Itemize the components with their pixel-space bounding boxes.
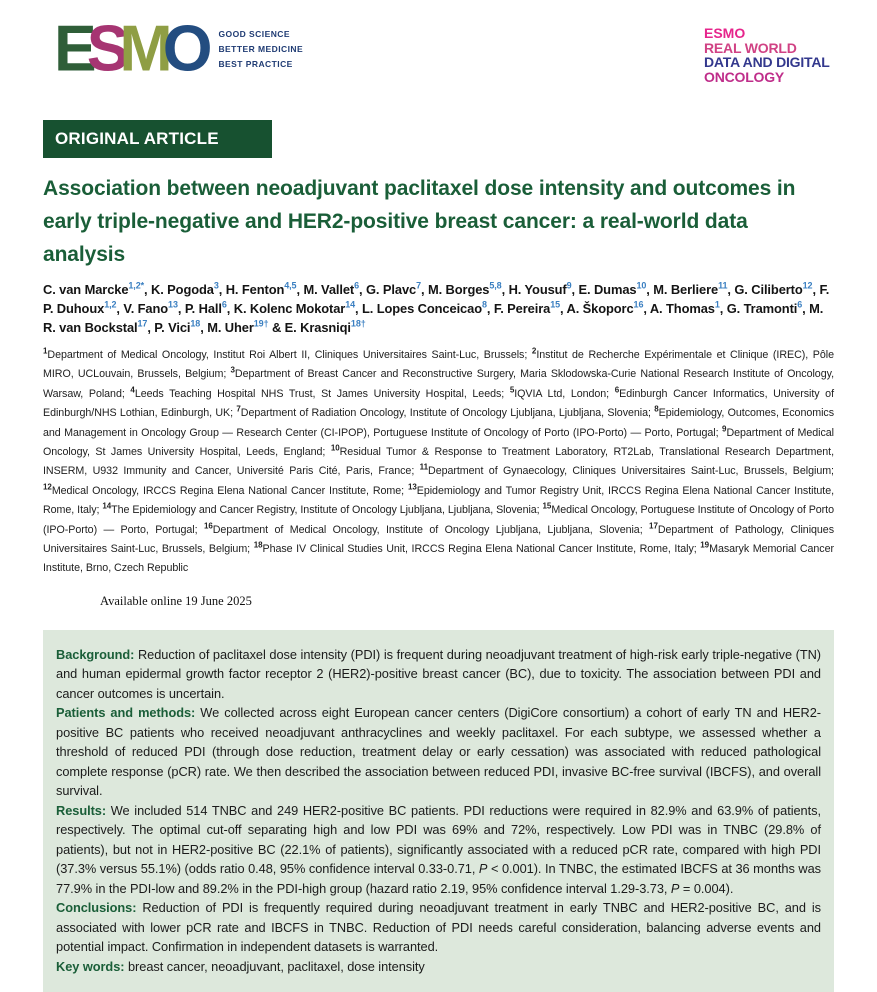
original-article-banner — [43, 120, 272, 158]
author-affiliation-superscript: 16 — [633, 299, 644, 310]
author-name: F. Pereira$^{15}$ — [493, 299, 560, 316]
author-name: M. Borges$^{5,8}$ — [427, 280, 502, 297]
author-name: P. Vici$^{18}$ — [154, 318, 201, 335]
affiliation-number: 17 — [649, 521, 658, 531]
abstract-section-label: Patients and methods: — [56, 705, 196, 721]
author-affiliation-superscript: 6 — [797, 299, 803, 310]
abstract-section — [56, 898, 821, 957]
author-name: G. Tramonti$^6$ — [726, 299, 803, 316]
author-affiliation-superscript: 3 — [213, 280, 219, 291]
journal-brand: ESMO — [704, 25, 746, 41]
affiliation-number: 15 — [542, 501, 552, 511]
journal-title-line: ONCOLOGY — [704, 68, 785, 85]
author-name: M. R. van Bockstal$^{17}$ — [43, 301, 824, 335]
affiliation-number: 9 — [722, 424, 727, 434]
author-name: A. Thomas$^1$ — [649, 299, 720, 316]
author-affiliation-superscript: 10 — [636, 280, 647, 291]
author-affiliation-superscript: 4,5 — [284, 280, 297, 291]
abstract-section-label: Results: — [56, 802, 107, 818]
affiliation-number: 3 — [230, 365, 235, 375]
author-name: F. P. Duhoux$^{1,2}$ — [43, 282, 830, 316]
author-affiliation-superscript: 17 — [137, 318, 148, 329]
author-affiliation-superscript: 19† — [253, 318, 269, 329]
author-name: K. Pogoda$^3$ — [151, 280, 219, 297]
abstract-section — [56, 957, 821, 977]
esmo-logo — [43, 11, 304, 85]
abstract-section-text: breast cancer, neoadjuvant, paclitaxel, dose intensity — [124, 958, 425, 974]
abstract-box — [43, 630, 834, 992]
masthead — [43, 11, 834, 104]
affiliation-number: 4 — [130, 385, 135, 395]
article-title: Association between neoadjuvant paclitaxel dose intensity and outcomes in early triple-negative and HER2-positive breast cancer: a real-world data analysis — [43, 177, 796, 266]
author-name: A. Škoporc$^{16}$ — [566, 299, 644, 316]
journal-title-block — [704, 26, 834, 84]
author-affiliation-superscript: 1,2 — [104, 299, 117, 310]
affiliation-number: 2 — [531, 346, 537, 356]
affiliation-number: 12 — [43, 482, 52, 492]
author-name: K. Kolenc Mokotar$^{14}$ — [233, 299, 356, 316]
author-affiliation-superscript: 15 — [550, 299, 560, 310]
author-list: C. van Marcke$^{1,2*}$, K. Pogoda$^3$, H. Fenton$^{4,5}$, M. Vallet$^6$, G. Plavc$^7$, M. Borges$^{5,8}$, H. Yousuf$^9$, E. Dumas$^{10}$, M. Berliere$^{11}$, G. Ciliberto$^{12}$, F. P. Duhoux$^{1,2}$, V. Fano$^{13}$, P. Hall$^6$, K. Kolenc Mokotar$^{14}$, L. Lopes Conceicao$^8$, F. Pereira$^{15}$, A. Škoporc$^{16}$, A. Thomas$^1$, G. Tramonti$^6$, M. R. van Bockstal$^{17}$, P. Vici$^{18}$, M. Uher$^{19\dagger}$ & E. Krasniqi$^{18\dagger}$ — [43, 280, 830, 335]
abstract-section-label: Background: — [56, 646, 135, 662]
journal-title-lines — [704, 41, 834, 85]
esmo-logo-letters — [54, 11, 205, 85]
author-name: C. van Marcke$^{1,2*}$ — [43, 280, 145, 297]
affiliation-number: 10 — [330, 443, 340, 453]
author-affiliation-superscript: 11 — [718, 280, 728, 291]
author-name: V. Fano$^{13}$ — [123, 299, 178, 316]
author-affiliation-superscript: 7 — [416, 280, 421, 291]
esmo-tagline-line: BETTER MEDICINE — [218, 44, 304, 54]
author-affiliation-superscript: 5,8 — [489, 280, 502, 291]
esmo-logo-letter: E — [54, 11, 89, 85]
abstract-section-text: We collected across eight European cancer centers (DigiCore consortium) a cohort of early TN and HER2-positive BC patients who received neoadjuvant anthracyclines and weekly paclitaxel. For each subtype, we assessed whether a threshold of reduced PDI (through dose reduction, treatment delay or early cessation) was associated with reduced pathological complete response (pCR) rate. We then described the association between reduced PDI, invasive BC-free survival (IBCFS), and overall survival. — [56, 705, 821, 799]
author-affiliation-superscript: 12 — [802, 280, 813, 291]
esmo-logo-letter: O — [162, 11, 205, 85]
abstract-section-label: Key words: — [56, 958, 125, 974]
author-affiliation-superscript: 1,2* — [128, 280, 145, 291]
esmo-logo-letter: M — [119, 11, 165, 85]
affiliation-number: 7 — [236, 404, 241, 414]
author-affiliation-superscript: 18† — [350, 318, 366, 329]
author-name: E. Dumas$^{10}$ — [578, 280, 647, 297]
abstract-section-label: Conclusions: — [56, 900, 137, 916]
author-name: M. Berliere$^{11}$ — [653, 280, 728, 297]
author-affiliation-superscript: 18 — [190, 318, 201, 329]
author-affiliation-superscript: 1 — [714, 299, 720, 310]
abstract-section — [56, 703, 821, 801]
affiliation-number: 19 — [700, 540, 710, 550]
affiliation-number: 8 — [654, 404, 659, 414]
journal-title-line: REAL WORLD — [704, 39, 797, 56]
author-affiliation-superscript: 9 — [566, 280, 572, 291]
affiliation-number: 1 — [43, 346, 48, 356]
available-online: Available online 19 June 2025 — [100, 593, 252, 608]
author-name: H. Fenton$^{4,5}$ — [225, 280, 297, 297]
journal-title-line: DATA AND DIGITAL — [704, 54, 830, 70]
affiliation-number: 18 — [253, 540, 263, 550]
abstract-section-text: Reduction of PDI is frequently required during neoadjuvant treatment in early TNBC and HER2-positive BC, and is associated with lower pCR rate and IBCFS in TNBC. Reduction of PDI needs careful consideration, balancing adverse events and potential impact. Confirmation in independent datasets is warranted. — [56, 900, 821, 955]
author-affiliation-superscript: 6 — [354, 280, 360, 291]
author-affiliation-superscript: 8 — [481, 299, 487, 310]
affiliation-number: 14 — [102, 501, 112, 511]
affiliation-number: 16 — [203, 521, 213, 531]
affiliation-number: 13 — [407, 482, 417, 492]
affiliation-number: 11 — [419, 462, 429, 472]
esmo-tagline — [218, 27, 303, 72]
esmo-tagline-line: BEST PRACTICE — [218, 59, 293, 69]
esmo-tagline-line: GOOD SCIENCE — [218, 29, 290, 39]
author-name: P. Hall$^6$ — [184, 299, 227, 316]
author-name: G. Ciliberto$^{12}$ — [734, 280, 813, 297]
category-label: ORIGINAL ARTICLE — [55, 129, 219, 148]
abstract-section — [56, 801, 821, 899]
author-name: M. Uher$^{19\dagger}$ — [207, 318, 269, 335]
abstract-section-text: Reduction of paclitaxel dose intensity (PDI) is frequent during neoadjuvant treatment of high-risk early triple-negative (TN) and human epidermal growth factor receptor 2 (HER2)-positive breast cancer (BC), due to toxicity. The association between PDI and cancer outcomes is uncertain. — [56, 646, 821, 701]
abstract-section-text: We included 514 TNBC and 249 HER2-positive BC patients. PDI reductions were required in 82.9% and 63.9% of patients, respectively. The optimal cut-off separating high and low PDI was 69% and 72%, respectively. Low PDI was in TNBC (29.8% of patients), but not in HER2-positive BC (22.1% of patients), significantly associated with a reduced pCR rate, compared with high PDI (37.3% versus 55.1%) (odds ratio 0.48, 95% confidence interval 0.33-0.71, P < 0.001). In TNBC, the estimated IBCFS at 36 months was 77.9% in the PDI-low and 89.2% in the PDI-high group (hazard ratio 2.19, 95% confidence interval 1.29-3.73, P = 0.004). — [56, 802, 821, 896]
author-affiliation-superscript: 13 — [168, 299, 178, 310]
author-name: L. Lopes Conceicao$^8$ — [362, 299, 487, 316]
author-name: E. Krasniqi$^{18\dagger}$ — [284, 318, 366, 335]
author-name: G. Plavc$^7$ — [366, 280, 421, 297]
author-name: H. Yousuf$^9$ — [508, 280, 572, 297]
author-affiliation-superscript: 14 — [345, 299, 356, 310]
abstract-section — [56, 645, 821, 704]
affiliations: $^1$Department of Medical Oncology, Institut Roi Albert II, Cliniques Universitaires Saint-Luc, Brussels; $^2$Institut de Recherche Expérimentale et Clinique (IREC), Pôle MIRO, UCLouvain, Brussels, Belgium; $^3$Department of Breast Cancer and Reconstructive Surgery, Maria Sklodowska-Curie National Research Institute of Oncology, Warsaw, Poland; $^4$Leeds Teaching Hospital NHS Trust, St James University Hospital, Leeds; $^5$IQVIA Ltd, London; $^6$Edinburgh Cancer Informatics, University of Edinburgh/NHS Lothian, Edinburgh, UK; $^7$Department of Radiation Oncology, Institute of Oncology Ljubljana, Ljubljana, Slovenia; $^8$Epidemiology, Outcomes, Economics and Management in Oncology Group — Research Center (CI-IPOP), Portuguese Institute of Oncology of Porto (IPO-Porto) — Porto, Portugal; $^9$Department of Medical Oncology, St James University Hospital, Leeds, England; $^{10}$Residual Tumor & Response to Treatment Laboratory, RT2Lab, Translational Research Department, INSERM, U932 Immunity and Cancer, Université Paris Cité, Paris, France; $^{11}$Department of Gynaecology, Cliniques Universitaires Saint-Luc, Brussels, Belgium; $^{12}$Medical Oncology, IRCCS Regina Elena National Cancer Institute, Rome; $^{13}$Epidemiology and Tumor Registry Unit, IRCCS Regina Elena National Cancer Institute, Rome, Italy; $^{14}$The Epidemiology and Cancer Registry, Institute of Oncology Ljubljana, Ljubljana, Slovenia; $^{15}$Medical Oncology, Portuguese Institute of Oncology of Porto (IPO-Porto) — Porto, Portugal; $^{16}$Department of Medical Oncology, Institute of Oncology Ljubljana, Ljubljana, Slovenia; $^{17}$Department of Pathology, Cliniques Universitaires Saint-Luc, Brussels, Belgium; $^{18}$Phase IV Clinical Studies Unit, IRCCS Regina Elena National Cancer Institute, Rome, Italy; $^{19}$Masaryk Memorial Cancer Institute, Brno, Czech Republic — [43, 346, 835, 575]
affiliation-number: 5 — [509, 385, 515, 395]
author-name: M. Vallet$^6$ — [303, 280, 360, 297]
affiliation-number: 6 — [614, 385, 620, 395]
esmo-logo-letter: S — [86, 11, 122, 85]
author-affiliation-superscript: 6 — [221, 299, 227, 310]
